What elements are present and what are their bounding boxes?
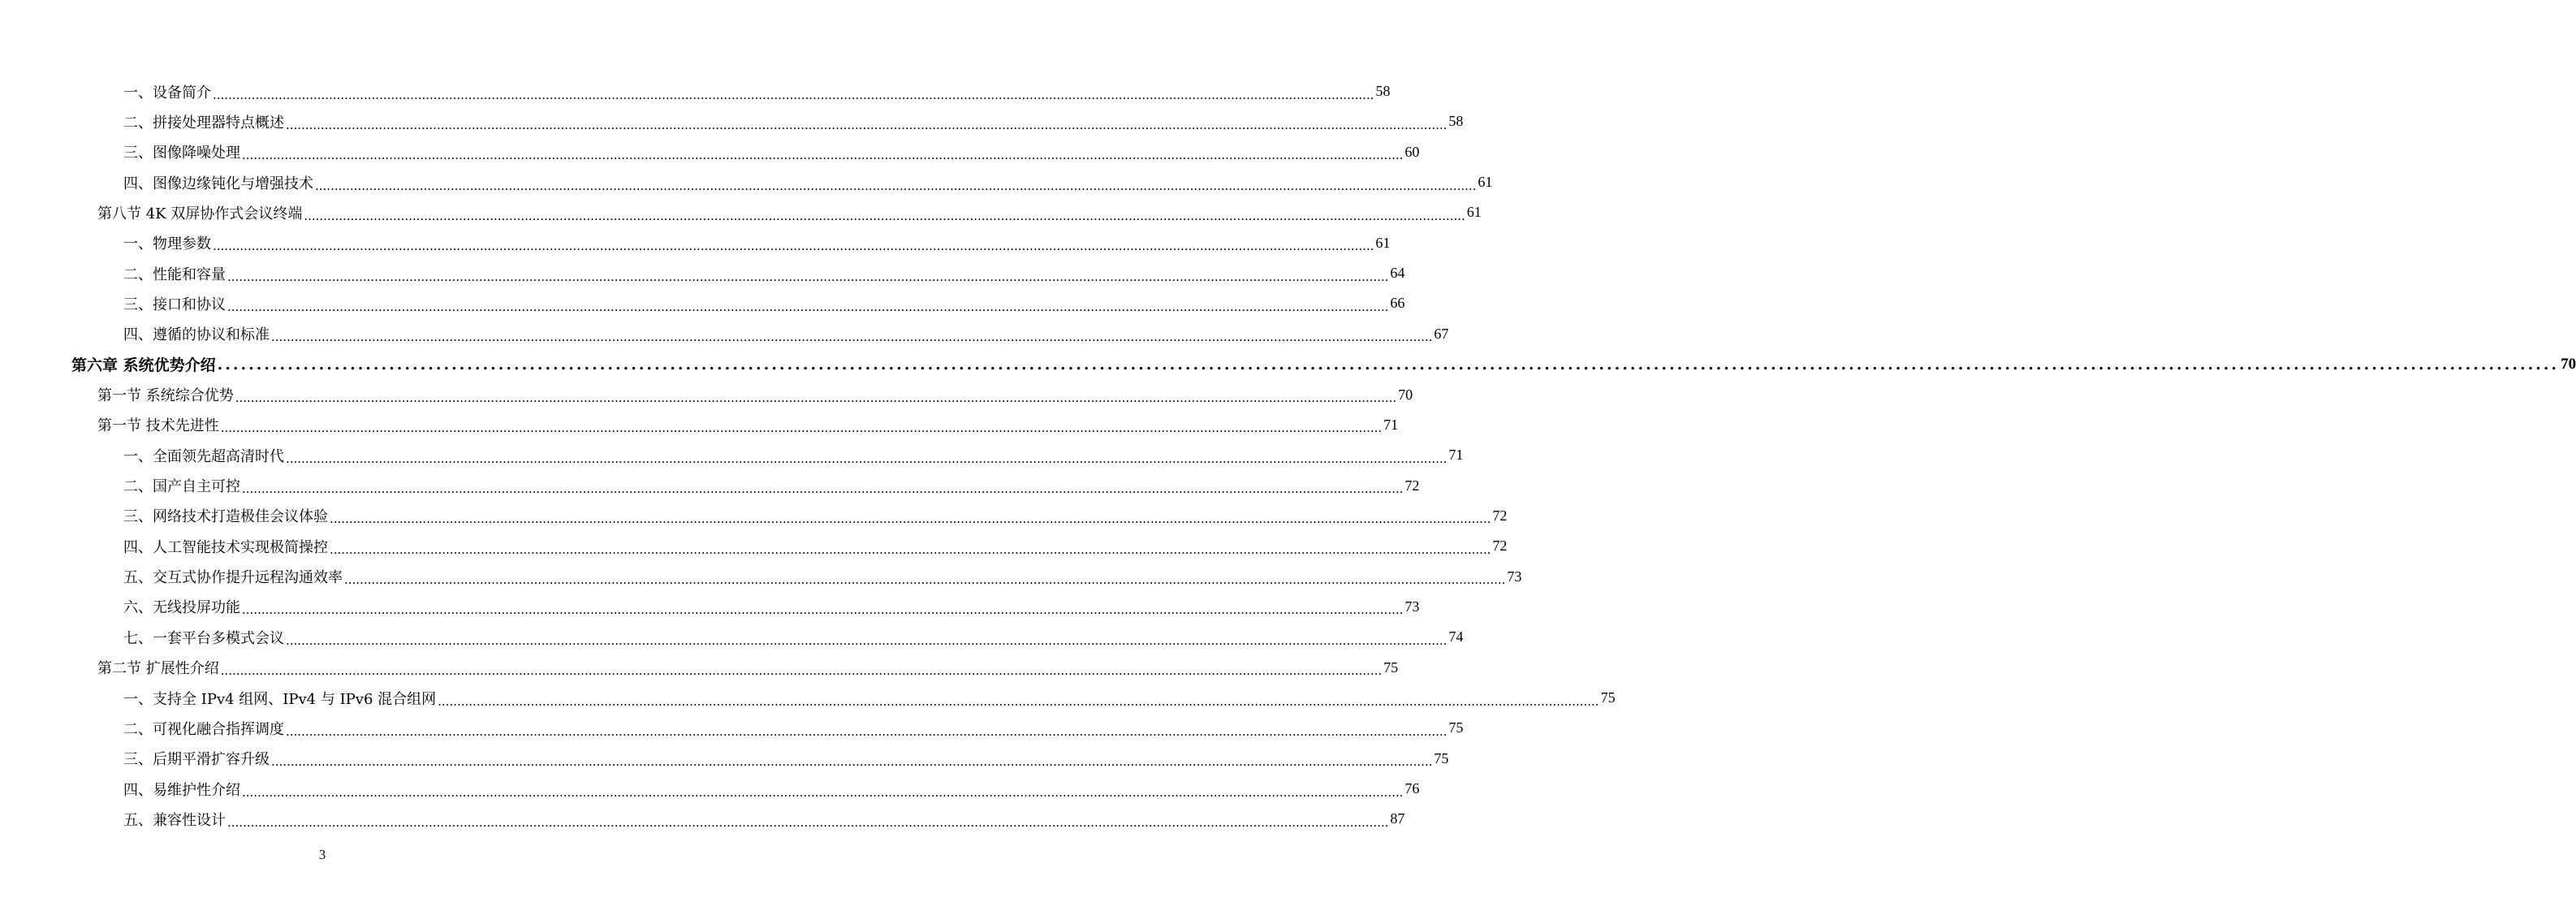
toc-leader-dots: ............................................................................................................................................................................................................................................................................................................	[330, 542, 1491, 557]
toc-entry[interactable]	[71, 349, 2576, 379]
toc-leader-dots: ............................................................................................................................................................................................................................................................................................................	[304, 208, 1465, 223]
toc-entry[interactable]	[123, 319, 1449, 349]
toc-entry-title: 拼接处理器特点概述	[153, 114, 284, 132]
toc-leader-dots: ............................................................................................................................................................................................................................................................................................................	[330, 512, 1491, 527]
toc-entry[interactable]	[97, 197, 1482, 227]
toc-leader-dots: ............................................................................................................................................................................................................................................................................................................	[271, 754, 1433, 770]
toc-entry-page: 72	[1492, 538, 1508, 555]
toc-leader-dots: ............................................................................................................................................................................................................................................................................................................	[242, 148, 1404, 163]
toc-entry[interactable]	[123, 531, 1508, 561]
toc-leader-dots: ............................................................................................................................................................................................................................................................................................................	[315, 178, 1477, 193]
toc-leader-dots: ............................................................................................................................................................................................................................................................................................................	[286, 117, 1448, 132]
toc-leader-dots: ............................................................................................................................................................................................................................................................................................................	[220, 421, 1383, 436]
toc-leader-dots: ............................................................................................................................................................................................................................................................................................................	[286, 633, 1448, 648]
toc-entry-page: 66	[1390, 295, 1405, 312]
toc-entry-title: 交互式协作提升远程沟通效率	[153, 569, 343, 587]
toc-entry-number: 一、	[123, 84, 153, 101]
toc-entry-page: 71	[1383, 416, 1399, 433]
toc-entry-page: 75	[1600, 689, 1616, 706]
toc-entry[interactable]	[123, 106, 1464, 136]
toc-entry-number: 七、	[123, 629, 153, 647]
toc-leader-dots: ............................................................................................................................................................................................................................................................................................................	[242, 784, 1404, 800]
toc-entry-title: 第八节 4K 双屏协作式会议终端	[97, 205, 303, 222]
toc-entry-number: 一、	[123, 690, 153, 708]
toc-entry[interactable]	[123, 440, 1464, 470]
toc-entry[interactable]	[123, 258, 1405, 288]
toc-leader-dots: ............................................................................................................................................................................................................................................................................................................	[286, 451, 1448, 466]
toc-leader-dots: ............................................................................................................................................................................................................................................................................................................	[213, 87, 1374, 102]
toc-entry-page: 87	[1390, 810, 1405, 827]
toc-entry-page: 76	[1405, 780, 1420, 797]
toc-entry-page: 61	[1466, 204, 1482, 221]
toc-entry[interactable]	[123, 167, 1493, 197]
toc-entry-title: 无线投屏功能	[153, 599, 240, 617]
toc-entry-page: 58	[1375, 83, 1391, 99]
toc-entry-number: 二、	[123, 114, 153, 132]
toc-leader-dots: ............................................................................................................................................................................................................................................................................................................	[344, 572, 1506, 588]
toc-entry[interactable]	[123, 562, 1522, 592]
toc-leader-dots: ............................................................................................................................................................................................................................................................................................................	[242, 481, 1404, 497]
toc-entry[interactable]	[123, 713, 1464, 743]
toc-entry-number: 五、	[123, 811, 153, 829]
toc-entry-number: 三、	[123, 751, 153, 769]
toc-entry-page: 61	[1478, 174, 1493, 191]
toc-entry[interactable]	[123, 501, 1508, 531]
toc-entry-number: 一、	[123, 235, 153, 253]
toc-entry-title: 第二节 扩展性介绍	[97, 660, 219, 678]
toc-entry-title: 图像边缘钝化与增强技术	[153, 175, 313, 192]
toc-entry-page: 74	[1448, 628, 1464, 645]
toc-entry-title: 性能和容量	[153, 266, 226, 283]
toc-entry-title: 物理参数	[153, 235, 211, 253]
toc-leader-dots: ............................................................................................................................................................................................................................................................................................................	[227, 299, 1389, 314]
toc-entry-page: 70	[2561, 355, 2576, 373]
toc-entry-page: 73	[1507, 568, 1522, 585]
toc-entry-number: 二、	[123, 266, 153, 283]
toc-entry-number: 二、	[123, 720, 153, 738]
toc-entry[interactable]	[123, 137, 1420, 167]
toc-entry-title: 可视化融合指挥调度	[153, 720, 284, 738]
toc-entry-page: 72	[1405, 477, 1420, 494]
toc-entry-number: 四、	[123, 175, 153, 192]
toc-entry-number: 四、	[123, 781, 153, 799]
toc-entry-page: 60	[1405, 143, 1420, 160]
toc-entry-title: 兼容性设计	[153, 811, 226, 829]
toc-entry-title: 第一节 系统综合优势	[97, 387, 234, 404]
toc-entry[interactable]	[123, 683, 1616, 713]
toc-entry-number: 四、	[123, 538, 153, 556]
toc-entry-page: 75	[1434, 749, 1449, 766]
toc-leader-dots: ............................................................................................................................................................................................................................................................................................................	[271, 330, 1433, 345]
toc-entry[interactable]	[97, 653, 1399, 683]
toc-entry-number: 三、	[123, 296, 153, 313]
toc-entry-page: 61	[1375, 234, 1391, 251]
toc-entry-page: 75	[1448, 719, 1464, 736]
toc-entry[interactable]	[123, 228, 1391, 258]
toc-entry-page: 73	[1405, 598, 1420, 615]
toc-entry-page: 70	[1398, 386, 1413, 403]
toc-leader-dots: ............................................................................................................................................................................................................................................................................................................	[286, 723, 1448, 739]
toc-entry-title: 易维护性介绍	[153, 781, 240, 799]
toc-leader-dots: ............................................................................................................................................................................................................................................................................................................	[227, 269, 1389, 284]
toc-entry-title: 设备简介	[153, 84, 211, 101]
toc-leader-dots: ............................................................................................................................................................................................................................................................................................................	[220, 663, 1383, 679]
toc-leader-dots: ............................................................................................................................................................................................................................................................................................................	[242, 602, 1404, 618]
toc-entry-title: 网络技术打造极佳会议体验	[153, 508, 328, 526]
toc-entry-number: 六、	[123, 599, 153, 617]
page-number: 3	[318, 847, 326, 862]
toc-entry-page: 71	[1448, 447, 1464, 464]
toc-entry[interactable]	[97, 380, 1413, 410]
toc-entry-title: 后期平滑扩容升级	[153, 751, 270, 769]
toc-entry-title: 第一节 技术先进性	[97, 417, 219, 435]
toc-entry-title: 第六章 系统优势介绍	[71, 356, 216, 375]
toc-leader-dots: ............................................................................................................................................................................................................................................................................................................	[217, 355, 2560, 373]
toc-leader-dots: ............................................................................................................................................................................................................................................................................................................	[213, 239, 1374, 254]
toc-entry-page: 64	[1390, 265, 1405, 282]
toc-entry-title: 全面领先超高清时代	[153, 447, 284, 465]
toc-entry[interactable]	[97, 410, 1399, 440]
toc-entry-page: 75	[1383, 658, 1399, 676]
toc-entry[interactable]	[123, 774, 1420, 804]
toc-entry-number: 五、	[123, 569, 153, 587]
toc-entry-page: 72	[1492, 507, 1508, 524]
toc-entry[interactable]	[123, 592, 1420, 622]
toc-entry-page: 67	[1434, 325, 1449, 342]
toc-entry-title: 支持全 IPv4 组网、IPv4 与 IPv6 混合组网	[153, 690, 437, 708]
toc-entry-number: 二、	[123, 478, 153, 496]
toc-entry[interactable]	[123, 622, 1464, 652]
toc-entry-title: 遵循的协议和标准	[153, 326, 270, 344]
toc-leader-dots: ............................................................................................................................................................................................................................................................................................................	[235, 391, 1397, 405]
toc-leader-dots: ............................................................................................................................................................................................................................................................................................................	[227, 814, 1389, 830]
toc-entry-title: 人工智能技术实现极简操控	[153, 538, 328, 556]
toc-entry-number: 三、	[123, 145, 153, 162]
toc-entry[interactable]	[123, 804, 1405, 834]
toc-entry-page: 58	[1448, 113, 1464, 130]
toc-entry-title: 一套平台多模式会议	[153, 629, 284, 647]
toc-entry[interactable]	[123, 288, 1405, 318]
toc-entry-number: 三、	[123, 508, 153, 526]
toc-entry-title: 国产自主可控	[153, 478, 240, 496]
toc-leader-dots: ............................................................................................................................................................................................................................................................................................................	[438, 693, 1599, 709]
toc-entry[interactable]	[123, 76, 1391, 106]
toc-entry[interactable]	[123, 471, 1420, 501]
toc-entry-title: 图像降噪处理	[153, 145, 240, 162]
toc-entry-title: 接口和协议	[153, 296, 226, 313]
toc-entry-number: 四、	[123, 326, 153, 344]
toc-entry-number: 一、	[123, 447, 153, 465]
toc-entry[interactable]	[123, 744, 1449, 774]
